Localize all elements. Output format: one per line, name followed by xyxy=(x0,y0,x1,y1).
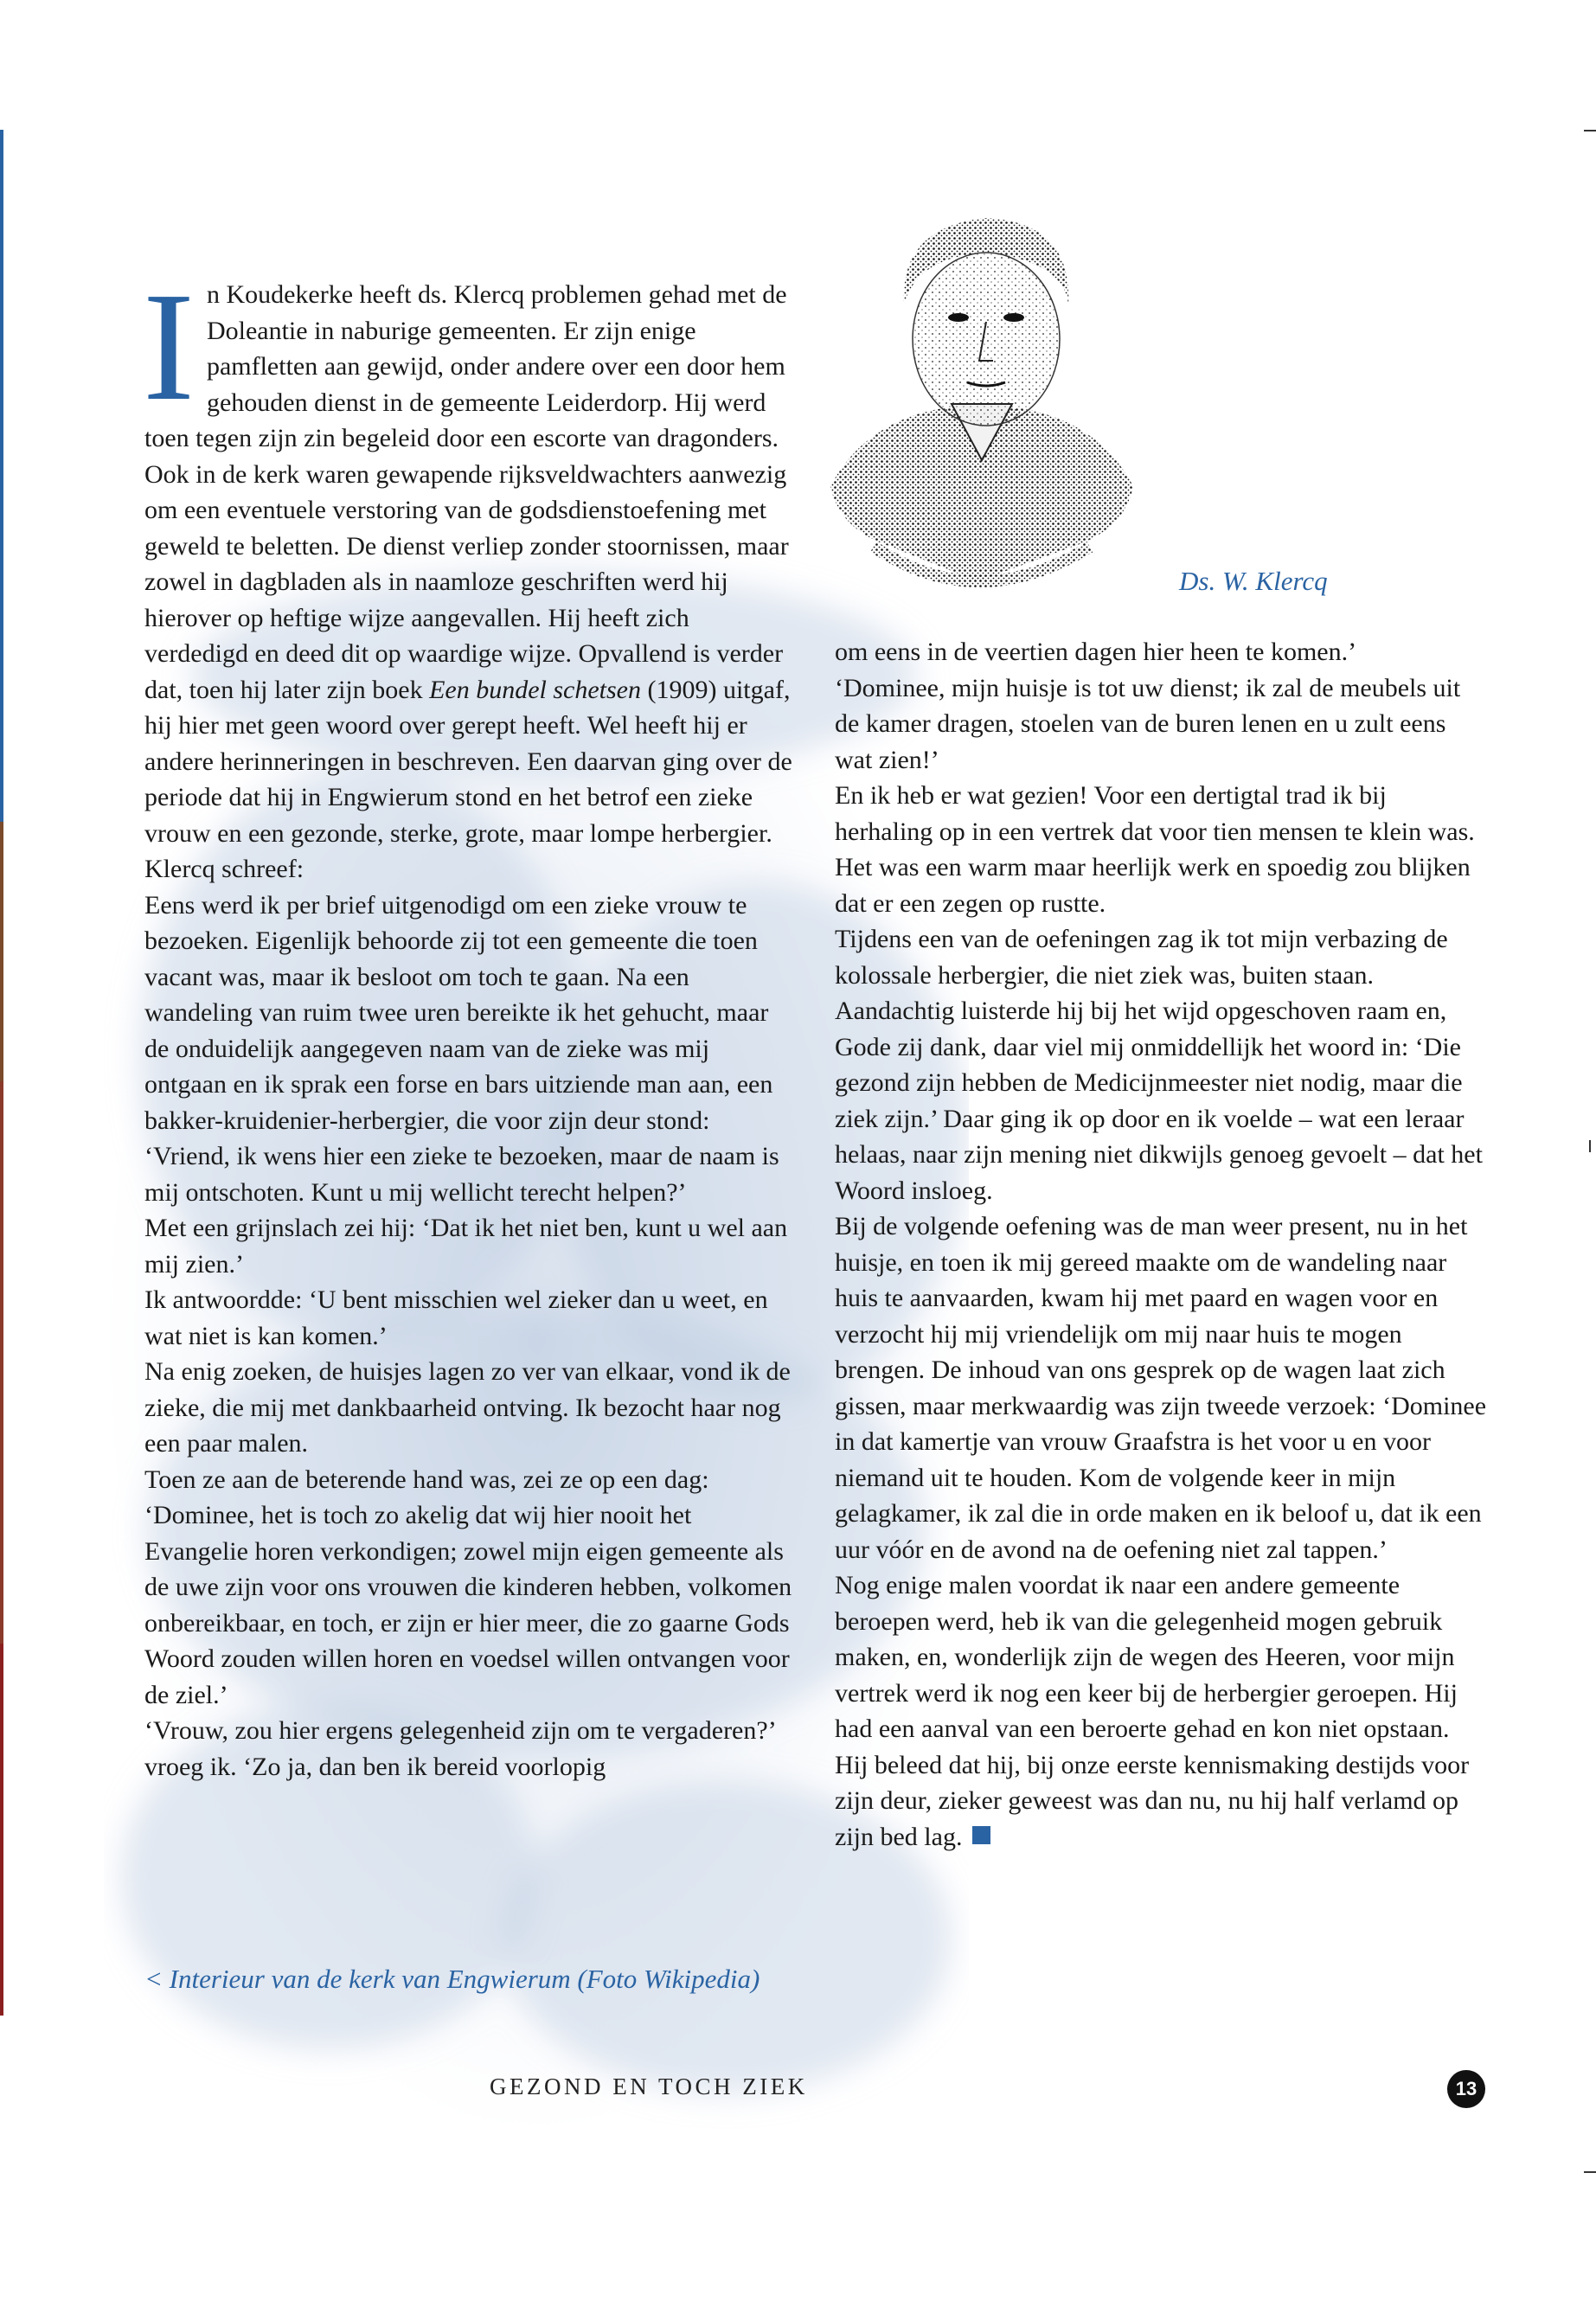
left-edge-color-strip xyxy=(0,1081,3,1644)
crop-mark xyxy=(1584,2171,1596,2173)
portrait-engraving-image xyxy=(813,201,1151,612)
paragraph: Na enig zoeken, de huisjes lagen zo ver van elkaar, vond ik de zieke, die mij met dankbaarheid ontving. Ik bezocht haar nog een paar malen. xyxy=(144,1357,791,1458)
page-number-badge: 13 xyxy=(1447,2070,1485,2108)
running-footer-title: GEZOND EN TOCH ZIEK xyxy=(490,2073,808,2099)
crop-mark xyxy=(1589,1140,1591,1152)
paragraph: ‘Vrouw, zou hier ergens gelegenheid zijn om te vergaderen?’ vroeg ik. ‘Zo ja, dan ben ik bereid voorlopig xyxy=(144,1716,775,1781)
paragraph: Bij de volgende oefening was de man weer present, nu in het huisje, en toen ik mij gereed maakte om de wandeling naar huis te aanvaarden, kwam hij met paard en wagen voor en verzocht hij mij vriendelijk om mij naar huis te mogen brengen. De inhoud van ons gesprek op de wagen laat zich gissen, maar merkwaardig was zijn tweede verzoek: ‘Dominee in dat kamertje van vrouw Graafstra is het voor u en voor niemand uit te houden. Kom de volgende keer in mijn gelagkamer, ik zal die in orde maken en ik beloof u, dat ik een uur vóór en de avond na de oefening niet zal tappen.’ xyxy=(835,1212,1487,1564)
article-right-column xyxy=(835,634,1488,1855)
paragraph-text: n Koudekerke heeft ds. Klercq problemen gehad met de Doleantie in naburige gemeenten. Er zijn enige pamfletten aan gewijd, onder andere over een door hem gehouden dienst in de gemeente Leiderdorp. Hij werd toen tegen zijn zin begeleid door een escorte van dragonders. Ook in de kerk waren gewapende rijksveldwachters aanwezig om een eventuele verstoring van de godsdienstoefening met geweld te beletten. De dienst verliep zonder stoornissen, maar zowel in dagbladen als in naamloze geschriften werd hij hierover op heftige wijze aangevallen. Hij heeft zich verdedigd en deed dit op waardige wijze. Opvallend is verder dat, toen hij later zijn boek xyxy=(144,280,789,704)
end-mark-square xyxy=(972,1826,990,1844)
paragraph: En ik heb er wat gezien! Voor een dertigtal trad ik bij herhaling op in een vertrek dat voor tien mensen te klein was. Het was een warm maar heerlijk werk en spoedig zou blijken dat er een zegen op rustte. xyxy=(835,781,1475,918)
book-title: Een bundel schetsen xyxy=(429,675,641,704)
intro-paragraph xyxy=(143,260,798,888)
paragraph: Ik antwoordde: ‘U bent misschien wel zieker dan u weet, en wat niet is kan komen.’ xyxy=(144,1285,768,1350)
left-edge-color-strip xyxy=(0,822,3,1081)
paragraph: Tijdens een van de oefeningen zag ik tot mijn verbazing de kolossale herbergier, die niet ziek was, buiten staan. Aandachtig luisterde hij bij het wijd opgeschoven raam en, Gode zij dank, daar viel mij onmiddellijk het woord in: ‘Die gezond zijn hebben de Medicijnmeester niet nodig, maar die ziek zijn.’ Daar ging ik op door en ik voelde – wat een leraar helaas, naar zijn mening niet dikwijls genoeg gevoelt – dat het Woord insloeg. xyxy=(835,925,1483,1205)
crop-mark xyxy=(1584,130,1596,131)
paragraph-text: Nog enige malen voordat ik naar een andere gemeente beroepen werd, heb ik van die gelegenheid mogen gebruik maken, en, wonderlijk zijn de wegen des Heeren, voor mijn vertrek werd ik nog een keer bij de herbergier geroepen. Hij had een aanval van een beroerte gehad en kon niet opstaan. Hij beleed dat hij, bij onze eerste kennismaking destijds voor zijn deur, zieker geweest was dan nu, nu hij half verlamd op zijn bed lag. xyxy=(835,1571,1470,1851)
paragraph: Toen ze aan de beterende hand was, zei ze op een dag: ‘Dominee, het is toch zo akelig dat wij hier nooit het Evangelie horen verkondigen; zowel mijn eigen gemeente als de uwe zijn voor ons vrouwen die kinderen hebben, volkomen onbereikbaar, en toch, er zijn er hier meer, die zo gaarne Gods Woord zouden willen horen en voedsel willen ontvangen voor de ziel.’ xyxy=(144,1465,792,1709)
left-edge-color-strip xyxy=(0,130,3,822)
paragraph: ‘Dominee, mijn huisje is tot uw dienst; ik zal de meubels uit de kamer dragen, stoelen van de buren lenen en u zult eens wat zien!’ xyxy=(835,673,1461,774)
paragraph: Met een grijnslach zei hij: ‘Dat ik het niet ben, kunt u wel aan mij zien.’ xyxy=(144,1214,788,1279)
left-edge-color-strip xyxy=(0,1644,3,2016)
paragraph-final xyxy=(835,1567,1488,1855)
paragraph: Eens werd ik per brief uitgenodigd om een zieke vrouw te bezoeken. Eigenlijk behoorde zij tot een gemeente die toen vacant was, maar ik besloot om toch te gaan. Na een wandeling van ruim twee uren bereikte ik het gehucht, maar de onduidelijk aangegeven naam van de zieke was mij ontgaan en ik sprak een forse en bars uitziende man aan, een bakker-kruidenier-herbergier, die voor zijn deur stond: ‘Vriend, ik wens hier een zieke te bezoeken, maar de naam is mij ontschoten. Kunt u mij wellicht terecht helpen?’ xyxy=(144,890,779,1207)
article-left-column xyxy=(143,260,798,1785)
paragraph: om eens in de veertien dagen hier heen te komen.’ xyxy=(835,638,1357,666)
background-image-caption: < Interieur van de kerk van Engwierum (Foto Wikipedia) xyxy=(144,1964,760,1994)
drop-cap: I xyxy=(143,260,195,433)
paragraph-text: (1909) uitgaf, hij hier met geen woord over gerept heeft. Wel heeft hij er andere herinneringen in beschreven. Een daarvan ging over de periode dat hij in Engwierum stond en het betrof een zieke vrouw en een gezonde, sterke, grote, maar lompe herbergier. Klercq schreef: xyxy=(144,675,792,883)
portrait-caption: Ds. W. Klercq xyxy=(1179,566,1328,596)
